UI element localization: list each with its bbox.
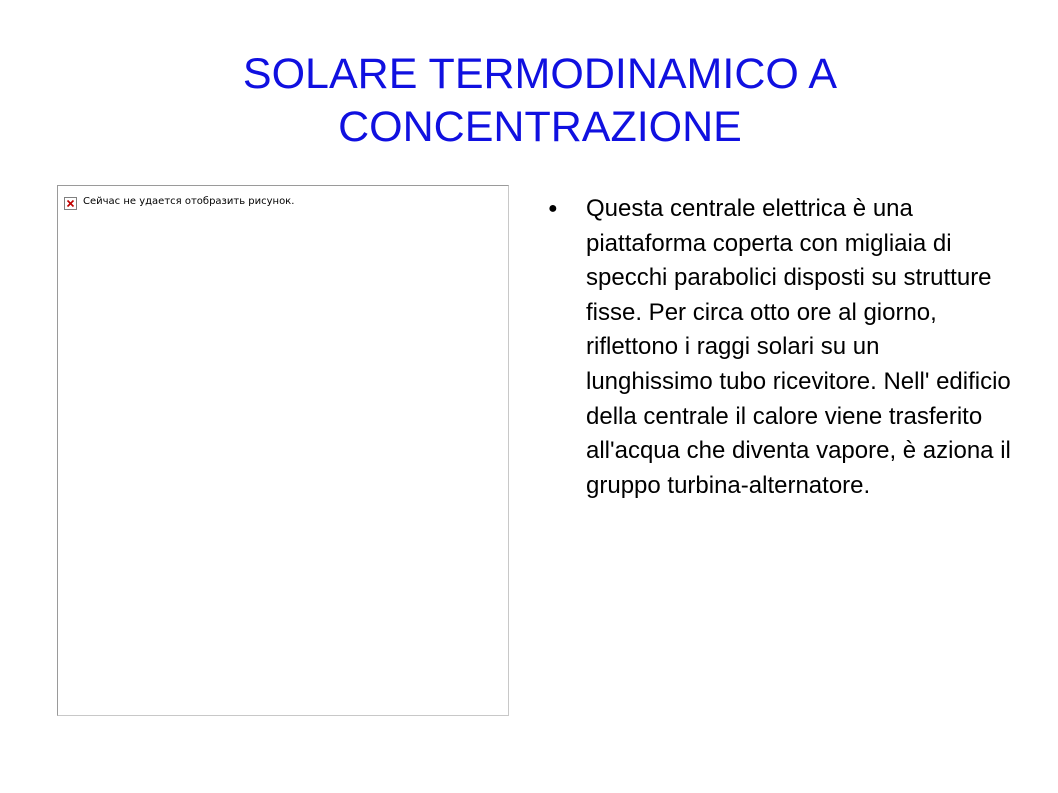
- image-placeholder: [57, 185, 509, 716]
- broken-image-icon: [64, 197, 77, 210]
- image-error-message: Сейчас не удается отобразить рисунок.: [83, 196, 295, 207]
- bullet-marker: ●: [548, 200, 558, 217]
- slide-title: SOLARE TERMODINAMICO A CONCENTRAZIONE: [242, 50, 838, 151]
- list-item: [548, 192, 1018, 503]
- bullet-list: [548, 192, 1018, 503]
- bullet-text: Questa centrale elettrica è una piattaforma coperta con migliaia di specchi parabolici disposti su strutture fisse. Per circa otto ore al giorno, riflettono i raggi solari su un lunghissimo tubo ricevitore. Nell' edificio della centrale il calore viene trasferito all'acqua che diventa vapore, è aziona il gruppo turbina-alternatore.: [586, 195, 1011, 499]
